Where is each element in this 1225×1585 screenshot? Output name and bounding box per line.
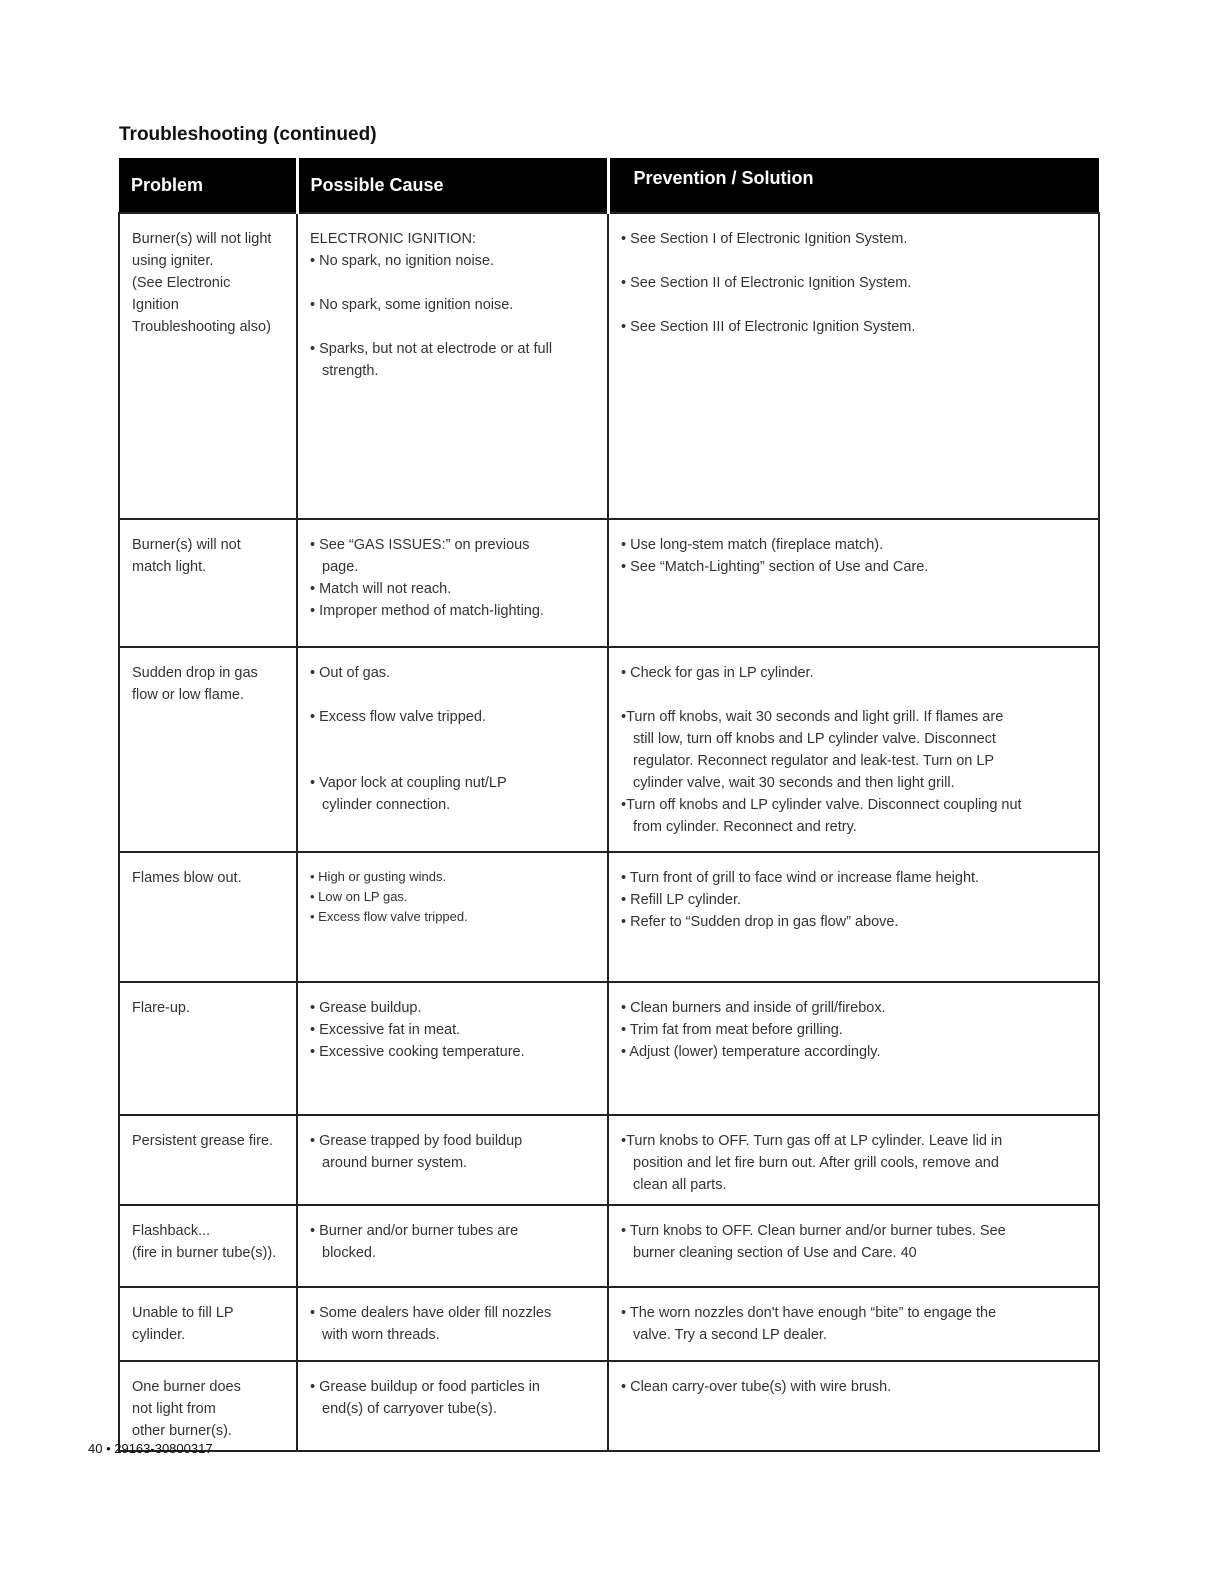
cell-text-line: One burner does (132, 1379, 241, 1395)
solution-cell (608, 852, 1099, 982)
cell-text-line: • Excess flow valve tripped. (310, 709, 486, 725)
cell-text-line: (See Electronic (132, 275, 231, 291)
header-problem: Problem (119, 158, 297, 213)
table-row (119, 982, 1099, 1115)
solution-cell (608, 1205, 1099, 1287)
table-row (119, 1361, 1099, 1451)
cell-text-line: Burner(s) will not (132, 537, 241, 553)
cell-text-line: flow or low flame. (132, 687, 245, 703)
cell-text-line: Burner(s) will not light (132, 231, 272, 247)
cell-text-line: cylinder. (132, 1327, 186, 1343)
cell-text-line: using igniter. (132, 253, 214, 269)
cell-text-line: Flames blow out. (132, 870, 242, 886)
line-gap (621, 250, 1088, 272)
table-row (119, 519, 1099, 647)
cell-text-line: valve. Try a second LP dealer. (633, 1327, 827, 1343)
cell-text-line: still low, turn off knobs and LP cylinder valve. Disconnect (633, 731, 996, 747)
cell-text-line: •Turn knobs to OFF. Turn gas off at LP cylinder. Leave lid in (621, 1133, 1003, 1149)
problem-cell (119, 1287, 297, 1361)
cell-text-line: Persistent grease fire. (132, 1133, 274, 1149)
cell-text-line: Troubleshooting also) (132, 319, 271, 335)
line-gap (310, 684, 597, 706)
cell-text-line: • Refer to “Sudden drop in gas flow” above. (621, 914, 899, 930)
cell-text-line: end(s) of carryover tube(s). (322, 1401, 497, 1417)
problem-cell (119, 852, 297, 982)
cell-text-line: • See Section I of Electronic Ignition System. (621, 231, 908, 247)
solution-cell (608, 647, 1099, 852)
cell-text-line: • Sparks, but not at electrode or at full (310, 341, 553, 357)
cause-cell (297, 982, 608, 1115)
cell-text-line: blocked. (322, 1245, 377, 1261)
solution-cell (608, 519, 1099, 647)
cell-text-line: not light from (132, 1401, 216, 1417)
cell-text-line: • Adjust (lower) temperature accordingly. (621, 1044, 881, 1060)
problem-cell (119, 647, 297, 852)
problem-cell (119, 1205, 297, 1287)
page-title: Troubleshooting (continued) (119, 124, 377, 145)
cell-text-line: (fire in burner tube(s)). (132, 1245, 277, 1261)
cell-text-line: other burner(s). (132, 1423, 232, 1439)
cell-text-line: • Use long-stem match (fireplace match). (621, 537, 884, 553)
problem-cell (119, 982, 297, 1115)
cell-text-line: • Improper method of match-lighting. (310, 603, 544, 619)
table-row (119, 213, 1099, 519)
cell-text-line: • The worn nozzles don't have enough “bite” to engage the (621, 1305, 997, 1321)
cell-text-line: • See “Match-Lighting” section of Use and Care. (621, 559, 929, 575)
cell-text-line: • Turn front of grill to face wind or increase flame height. (621, 870, 980, 886)
cell-text-line: page. (322, 559, 359, 575)
cause-cell (297, 1287, 608, 1361)
solution-cell (608, 1115, 1099, 1205)
table-header-row (119, 158, 1099, 213)
table-row (119, 852, 1099, 982)
cell-text-line: • Excess flow valve tripped. (310, 909, 468, 924)
cell-text-line: cylinder connection. (322, 797, 451, 813)
table-row (119, 1205, 1099, 1287)
cause-cell (297, 519, 608, 647)
cell-text-line: • Excessive cooking temperature. (310, 1044, 525, 1060)
cell-text-line: • Low on LP gas. (310, 889, 408, 904)
cell-text-line: • See Section III of Electronic Ignition System. (621, 319, 916, 335)
cell-text-line: • No spark, no ignition noise. (310, 253, 495, 269)
cell-text-line: Ignition (132, 297, 179, 313)
cell-text-line: •Turn off knobs and LP cylinder valve. Disconnect coupling nut (621, 797, 1022, 813)
cell-text-line: around burner system. (322, 1155, 468, 1171)
cell-text-line: • See Section II of Electronic Ignition System. (621, 275, 912, 291)
problem-cell (119, 213, 297, 519)
line-gap (310, 316, 597, 338)
cell-text-line: • Out of gas. (310, 665, 391, 681)
cell-text-line: Flashback... (132, 1223, 211, 1239)
cell-text-line: strength. (322, 363, 379, 379)
cell-text-line: • Trim fat from meat before grilling. (621, 1022, 843, 1038)
table-row (119, 1287, 1099, 1361)
cell-text-line: • Check for gas in LP cylinder. (621, 665, 814, 681)
solution-cell (608, 1361, 1099, 1451)
cell-text-line: • Refill LP cylinder. (621, 892, 742, 908)
solution-cell (608, 1287, 1099, 1361)
troubleshooting-table (118, 158, 1100, 1452)
cell-text-line: • Vapor lock at coupling nut/LP (310, 775, 507, 791)
cell-text-line: cylinder valve, wait 30 seconds and then light grill. (633, 775, 955, 791)
problem-cell (119, 1115, 297, 1205)
cell-text-line: Flare-up. (132, 1000, 191, 1016)
line-gap (621, 684, 1088, 706)
header-possible-cause: Possible Cause (297, 158, 608, 213)
cell-text-line: match light. (132, 559, 207, 575)
problem-cell (119, 1361, 297, 1451)
cause-cell (297, 213, 608, 519)
cell-text-line: position and let fire burn out. After grill cools, remove and (633, 1155, 999, 1171)
line-gap (310, 272, 597, 294)
cell-text-line: with worn threads. (322, 1327, 440, 1343)
line-gap (310, 750, 597, 772)
solution-cell (608, 982, 1099, 1115)
cause-cell (297, 1361, 608, 1451)
cause-cell (297, 1205, 608, 1287)
cell-text-line: regulator. Reconnect regulator and leak-test. Turn on LP (633, 753, 995, 769)
table-row (119, 647, 1099, 852)
cell-text-line: • High or gusting winds. (310, 869, 447, 884)
cell-text-line: burner cleaning section of Use and Care. 40 (633, 1245, 917, 1261)
header-prevention-solution: Prevention / Solution (608, 158, 1099, 213)
cell-text-line: • Match will not reach. (310, 581, 452, 597)
cell-text-line: • No spark, some ignition noise. (310, 297, 514, 313)
cell-text-line: • Grease buildup or food particles in (310, 1379, 540, 1395)
solution-cell (608, 213, 1099, 519)
cell-text-line: • Some dealers have older fill nozzles (310, 1305, 552, 1321)
cause-cell (297, 852, 608, 982)
cell-text-line: • Clean burners and inside of grill/firebox. (621, 1000, 886, 1016)
cell-text-line: clean all parts. (633, 1177, 727, 1193)
cell-text-line: ELECTRONIC IGNITION: (310, 231, 476, 247)
cell-text-line: • Clean carry-over tube(s) with wire brush. (621, 1379, 892, 1395)
cell-text-line: Unable to fill LP (132, 1305, 234, 1321)
line-gap (621, 294, 1088, 316)
cell-text-line: • Grease buildup. (310, 1000, 422, 1016)
cell-text-line: • Grease trapped by food buildup (310, 1133, 523, 1149)
cell-text-line: • Turn knobs to OFF. Clean burner and/or burner tubes. See (621, 1223, 1006, 1239)
cell-text-line: from cylinder. Reconnect and retry. (633, 819, 857, 835)
cell-text-line: • Burner and/or burner tubes are (310, 1223, 519, 1239)
cause-cell (297, 1115, 608, 1205)
cell-text-line: Sudden drop in gas (132, 665, 258, 681)
cell-text-line: • See “GAS ISSUES:” on previous (310, 537, 530, 553)
line-gap (310, 728, 597, 750)
table-row (119, 1115, 1099, 1205)
cell-text-line: •Turn off knobs, wait 30 seconds and light grill. If flames are (621, 709, 1004, 725)
problem-cell (119, 519, 297, 647)
page-footer: 40 • 29163-30800317 (88, 1441, 213, 1456)
cell-text-line: • Excessive fat in meat. (310, 1022, 461, 1038)
cause-cell (297, 647, 608, 852)
